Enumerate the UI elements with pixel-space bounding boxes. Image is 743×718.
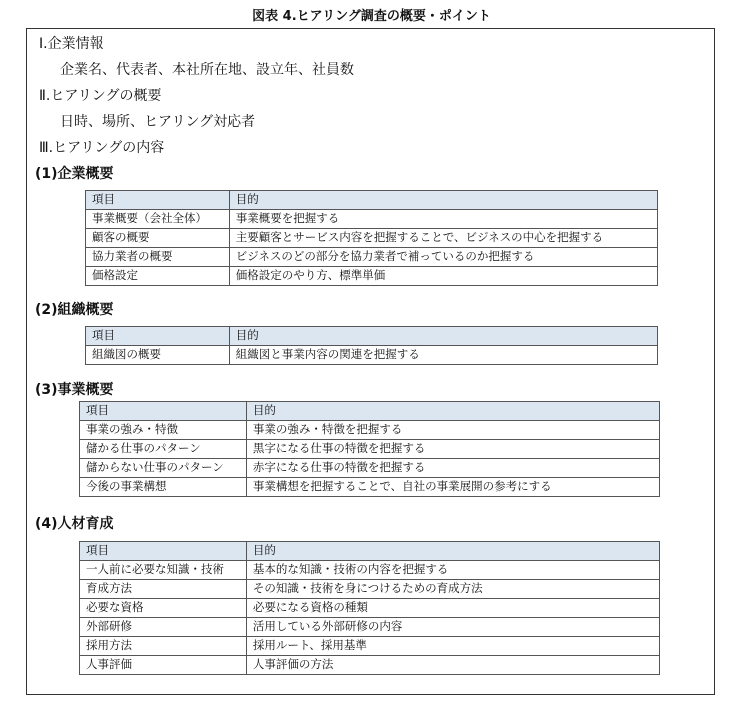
figure-title: 図表 4.ヒアリング調査の概要・ポイント <box>252 9 491 24</box>
item-cell: 儲かる仕事のパターン <box>80 440 247 459</box>
table-human-resource-development <box>79 541 660 675</box>
item-cell: 協力業者の概要 <box>86 248 230 267</box>
table-header-row <box>80 542 660 561</box>
table-row <box>86 229 658 248</box>
section-3-title: Ⅲ.ヒアリングの内容 <box>39 140 165 156</box>
purpose-cell: 人事評価の方法 <box>246 656 659 675</box>
header-cell-purpose: 目的 <box>229 327 657 346</box>
purpose-cell: 黒字になる仕事の特徴を把握する <box>246 440 659 459</box>
purpose-cell: 事業構想を把握することで、自社の事業展開の参考にする <box>246 478 659 497</box>
table-row <box>80 440 660 459</box>
header-cell-item: 項目 <box>86 327 230 346</box>
table-header-row <box>86 191 658 210</box>
table-row <box>86 210 658 229</box>
section-1-title: Ⅰ.企業情報 <box>39 36 104 52</box>
section-2-title: Ⅱ.ヒアリングの概要 <box>39 88 162 104</box>
header-cell-purpose: 目的 <box>229 191 657 210</box>
item-cell: 一人前に必要な知識・技術 <box>80 561 247 580</box>
table-row <box>80 637 660 656</box>
section-1-body: 企業名、代表者、本社所在地、設立年、社員数 <box>60 62 354 78</box>
subsection-4-title: (4)人材育成 <box>35 516 114 532</box>
item-cell: 今後の事業構想 <box>80 478 247 497</box>
purpose-cell: 基本的な知識・技術の内容を把握する <box>246 561 659 580</box>
header-cell-item: 項目 <box>86 191 230 210</box>
purpose-cell: 採用ルート、採用基準 <box>246 637 659 656</box>
table-business-overview <box>79 401 660 497</box>
purpose-cell: その知識・技術を身につけるための育成方法 <box>246 580 659 599</box>
header-cell-purpose: 目的 <box>246 542 659 561</box>
purpose-cell: 組織図と事業内容の関連を把握する <box>229 346 657 365</box>
table-organization-overview <box>85 326 658 365</box>
item-cell: 事業の強み・特徴 <box>80 421 247 440</box>
purpose-cell: 事業の強み・特徴を把握する <box>246 421 659 440</box>
item-cell: 採用方法 <box>80 637 247 656</box>
table-row <box>80 561 660 580</box>
table-row <box>80 580 660 599</box>
table-header-row <box>86 327 658 346</box>
table-row <box>86 248 658 267</box>
purpose-cell: ビジネスのどの部分を協力業者で補っているのか把握する <box>229 248 657 267</box>
table-row <box>80 459 660 478</box>
subsection-1-title: (1)企業概要 <box>35 166 114 182</box>
purpose-cell: 価格設定のやり方、標準単価 <box>229 267 657 286</box>
table-header-row <box>80 402 660 421</box>
item-cell: 価格設定 <box>86 267 230 286</box>
header-cell-item: 項目 <box>80 402 247 421</box>
item-cell: 儲からない仕事のパターン <box>80 459 247 478</box>
content-frame <box>26 28 715 695</box>
item-cell: 組織図の概要 <box>86 346 230 365</box>
table-row <box>86 346 658 365</box>
item-cell: 人事評価 <box>80 656 247 675</box>
purpose-cell: 必要になる資格の種類 <box>246 599 659 618</box>
item-cell: 外部研修 <box>80 618 247 637</box>
table-row <box>86 267 658 286</box>
table-row <box>80 618 660 637</box>
table-row <box>80 478 660 497</box>
table-row <box>80 421 660 440</box>
item-cell: 必要な資格 <box>80 599 247 618</box>
purpose-cell: 事業概要を把握する <box>229 210 657 229</box>
item-cell: 事業概要（会社全体） <box>86 210 230 229</box>
item-cell: 育成方法 <box>80 580 247 599</box>
table-row <box>80 599 660 618</box>
purpose-cell: 赤字になる仕事の特徴を把握する <box>246 459 659 478</box>
header-cell-purpose: 目的 <box>246 402 659 421</box>
table-company-overview <box>85 190 658 286</box>
purpose-cell: 活用している外部研修の内容 <box>246 618 659 637</box>
header-cell-item: 項目 <box>80 542 247 561</box>
purpose-cell: 主要顧客とサービス内容を把握することで、ビジネスの中心を把握する <box>229 229 657 248</box>
section-2-body: 日時、場所、ヒアリング対応者 <box>60 114 256 130</box>
subsection-3-title: (3)事業概要 <box>35 382 114 398</box>
item-cell: 顧客の概要 <box>86 229 230 248</box>
subsection-2-title: (2)組織概要 <box>35 302 114 318</box>
table-row <box>80 656 660 675</box>
